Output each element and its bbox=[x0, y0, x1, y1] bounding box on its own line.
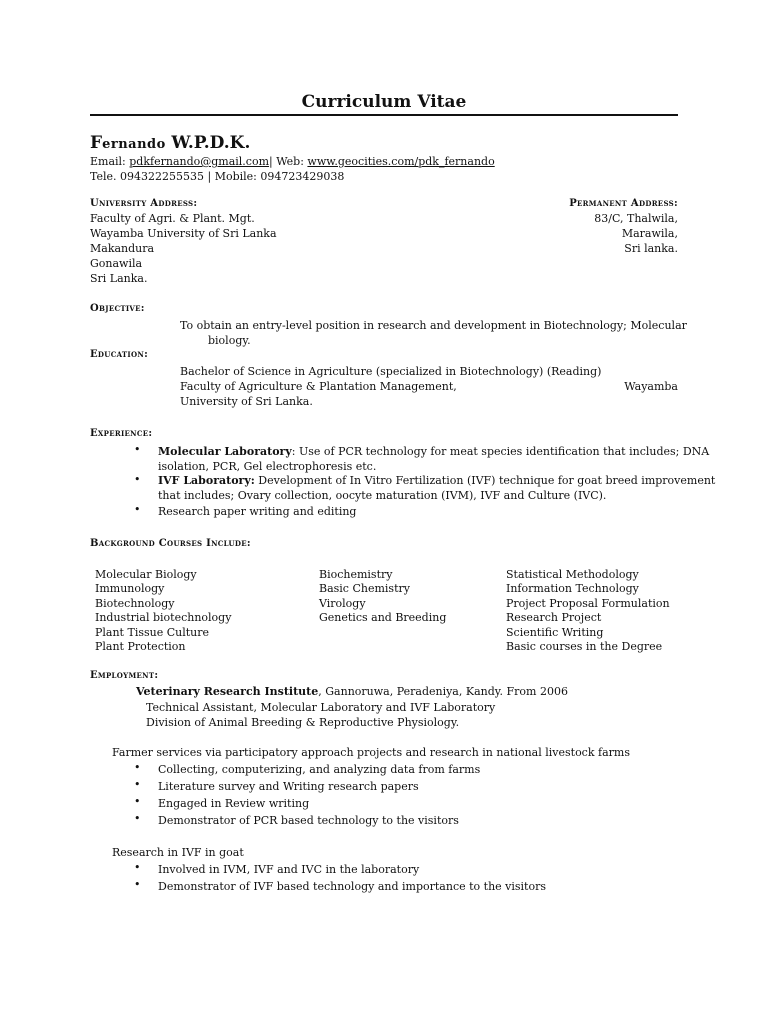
farmer-service-item: Literature survey and Writing research papers bbox=[158, 780, 419, 793]
experience-item bbox=[158, 473, 715, 488]
bullet-icon: • bbox=[134, 503, 141, 516]
university-address-line: Faculty of Agri. & Plant. Mgt. bbox=[90, 212, 255, 225]
education-faculty-cont: Wayamba bbox=[624, 380, 678, 393]
bullet-icon: • bbox=[134, 795, 141, 808]
document-title: Curriculum Vitae bbox=[301, 92, 467, 112]
farmer-service-item: Demonstrator of PCR based technology to the visitors bbox=[158, 814, 459, 827]
course-item: Virology bbox=[319, 597, 366, 610]
experience-item-text: isolation, PCR, Gel electrophoresis etc. bbox=[158, 460, 377, 473]
email-link[interactable]: pdkfernando@gmail.com bbox=[129, 155, 270, 168]
permanent-address-line: Sri lanka. bbox=[624, 242, 678, 255]
education-university: University of Sri Lanka. bbox=[180, 395, 313, 408]
course-item: Immunology bbox=[95, 582, 165, 595]
course-item: Information Technology bbox=[506, 582, 639, 595]
phone-line: Tele. 094322255535 | Mobile: 094723429038 bbox=[90, 170, 345, 183]
course-item: Biochemistry bbox=[319, 568, 393, 581]
employer-line bbox=[136, 684, 568, 699]
objective-heading: Objective: bbox=[90, 303, 145, 314]
experience-item-text: : Use of PCR technology for meat species identification that includes; DNA bbox=[291, 445, 710, 458]
web-label: Web: bbox=[276, 155, 304, 168]
bullet-icon: • bbox=[134, 761, 141, 774]
education-heading: Education: bbox=[90, 349, 149, 360]
email-label: Email: bbox=[90, 155, 126, 168]
name-initial: F bbox=[90, 133, 103, 153]
bullet-icon: • bbox=[134, 878, 141, 891]
bullet-icon: • bbox=[134, 861, 141, 874]
bullet-icon: • bbox=[134, 778, 141, 791]
email-line bbox=[90, 154, 495, 169]
objective-text: To obtain an entry-level position in research and development in Biotechnology; Molecular bbox=[180, 319, 687, 332]
course-item: Research Project bbox=[506, 611, 602, 624]
university-address-line: Wayamba University of Sri Lanka bbox=[90, 227, 277, 240]
ivf-research-item: Involved in IVM, IVF and IVC in the laboratory bbox=[158, 863, 420, 876]
courses-heading: Background Courses Include: bbox=[90, 538, 251, 549]
ivf-research-item: Demonstrator of IVF based technology and importance to the visitors bbox=[158, 880, 546, 893]
education-faculty: Faculty of Agriculture & Plantation Management, bbox=[180, 380, 457, 393]
university-address-line: Sri Lanka. bbox=[90, 272, 148, 285]
employer-details: , Gannoruwa, Peradeniya, Kandy. From 2006 bbox=[318, 685, 568, 698]
name-initials: W.P.D.K. bbox=[171, 133, 251, 153]
experience-item-text: that includes; Ovary collection, oocyte maturation (IVM), IVF and Culture (IVC). bbox=[158, 489, 607, 502]
experience-heading: Experience: bbox=[90, 428, 153, 439]
employment-role: Technical Assistant, Molecular Laboratory and IVF Laboratory bbox=[146, 701, 496, 714]
course-item: Molecular Biology bbox=[95, 568, 197, 581]
farmer-services-heading: Farmer services via participatory approach projects and research in national livestock farms bbox=[112, 746, 630, 759]
course-item: Plant Protection bbox=[95, 640, 186, 653]
experience-item-title: IVF Laboratory: bbox=[158, 474, 255, 487]
experience-item bbox=[158, 444, 709, 459]
course-item: Biotechnology bbox=[95, 597, 175, 610]
course-item: Genetics and Breeding bbox=[319, 611, 447, 624]
web-link[interactable]: www.geocities.com/pdk_fernando bbox=[307, 155, 495, 168]
contact-separator: | bbox=[269, 155, 273, 168]
bullet-icon: • bbox=[134, 473, 141, 486]
ivf-research-heading: Research in IVF in goat bbox=[112, 846, 244, 859]
objective-text: biology. bbox=[208, 334, 251, 347]
employment-division: Division of Animal Breeding & Reproductive Physiology. bbox=[146, 716, 460, 729]
course-item: Project Proposal Formulation bbox=[506, 597, 670, 610]
farmer-service-item: Engaged in Review writing bbox=[158, 797, 310, 810]
farmer-service-item: Collecting, computerizing, and analyzing data from farms bbox=[158, 763, 481, 776]
candidate-name bbox=[90, 133, 250, 153]
experience-item-text: Development of In Vitro Fertilization (IVF) technique for goat breed improvement bbox=[254, 474, 716, 487]
course-item: Basic courses in the Degree bbox=[506, 640, 663, 653]
course-item: Basic Chemistry bbox=[319, 582, 410, 595]
permanent-address-line: Marawila, bbox=[621, 227, 678, 240]
bullet-icon: • bbox=[134, 443, 141, 456]
university-address-line: Gonawila bbox=[90, 257, 143, 270]
education-degree: Bachelor of Science in Agriculture (specialized in Biotechnology) (Reading) bbox=[180, 365, 602, 378]
employment-heading: Employment: bbox=[90, 670, 159, 681]
permanent-address-line: 83/C, Thalwila, bbox=[594, 212, 678, 225]
permanent-address-heading: Permanent Address: bbox=[569, 198, 678, 209]
employer-name: Veterinary Research Institute bbox=[136, 685, 319, 698]
university-address-line: Makandura bbox=[90, 242, 155, 255]
university-address-heading: University Address: bbox=[90, 198, 198, 209]
course-item: Statistical Methodology bbox=[506, 568, 639, 581]
experience-item-title: Molecular Laboratory bbox=[158, 445, 292, 458]
bullet-icon: • bbox=[134, 812, 141, 825]
course-item: Industrial biotechnology bbox=[95, 611, 232, 624]
experience-item: Research paper writing and editing bbox=[158, 505, 357, 518]
title-divider bbox=[90, 114, 678, 116]
course-item: Scientific Writing bbox=[506, 626, 604, 639]
course-item: Plant Tissue Culture bbox=[95, 626, 210, 639]
name-rest: ernando bbox=[102, 137, 166, 152]
